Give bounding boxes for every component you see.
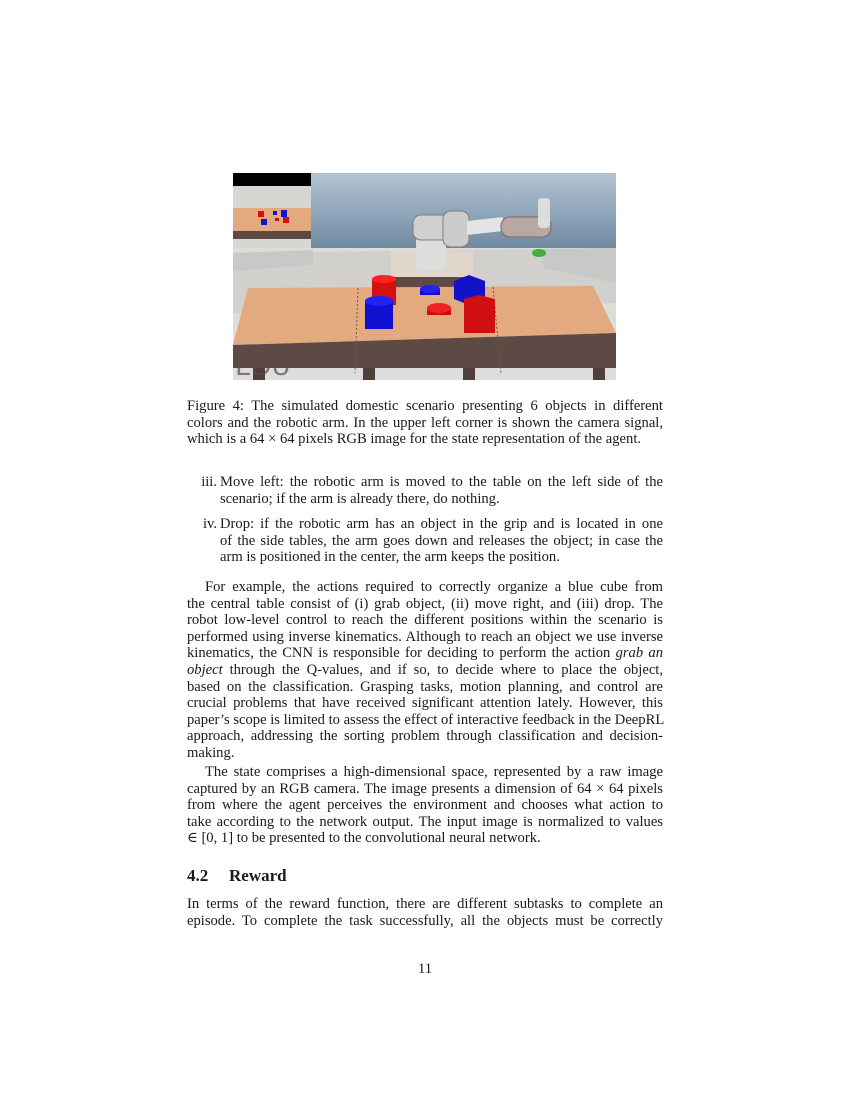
text-line bbox=[220, 516, 663, 533]
text-segment: through the Q-values, and if so, to decide where to place the object, bbox=[222, 661, 663, 678]
text-segment: Figure 4: The simulated domestic scenario presenting 6 objects in different bbox=[187, 398, 663, 414]
text-line bbox=[220, 549, 663, 566]
paragraph-state bbox=[187, 764, 663, 847]
text-segment: performed using inverse kinematics. Although to reach an object we use inverse bbox=[187, 628, 663, 645]
list-item-text bbox=[220, 516, 663, 566]
section-number: 4.2 bbox=[187, 866, 209, 885]
text-line bbox=[187, 913, 663, 930]
page-number: 11 bbox=[417, 961, 433, 977]
text-segment: the central table consist of (i) grab object, (ii) move right, and (iii) drop. The bbox=[187, 595, 663, 612]
paragraph-reward bbox=[187, 896, 663, 929]
section-title: Reward bbox=[229, 866, 287, 885]
text-segment: which is a 64 × 64 pixels RGB image for the state representation of the agent. bbox=[187, 431, 642, 448]
watermark: EDU bbox=[235, 352, 291, 380]
text-segment: arm is positioned in the center, the arm keeps the position. bbox=[220, 549, 560, 566]
text-line bbox=[187, 679, 663, 696]
text-line bbox=[187, 662, 663, 679]
text-segment: The state comprises a high-dimensional space, represented by a raw image bbox=[205, 764, 663, 780]
text-segment: approach, addressing the sorting problem through classification and decision- bbox=[187, 728, 663, 745]
text-line bbox=[220, 491, 663, 508]
text-line bbox=[220, 474, 663, 491]
figure-4-image bbox=[233, 173, 616, 380]
text-line bbox=[220, 533, 663, 550]
text-segment: kinematics, the CNN is responsible for deciding to perform the action bbox=[187, 645, 616, 662]
text-segment: making. bbox=[187, 744, 235, 761]
text-line bbox=[187, 712, 663, 729]
text-segment: robot low-level control to reach the different positions within the scenario is bbox=[187, 612, 663, 629]
paragraph-example bbox=[187, 579, 663, 762]
text-segment: of the side tables, the arm goes down and releases the object; in case the bbox=[220, 532, 663, 549]
text-line bbox=[187, 728, 663, 745]
list-item-iv bbox=[187, 516, 663, 566]
list-label: iv. bbox=[202, 516, 217, 532]
text-line bbox=[187, 745, 663, 762]
text-line bbox=[187, 612, 663, 629]
figure-caption bbox=[187, 398, 663, 448]
text-line bbox=[187, 695, 663, 712]
text-segment: scenario; if the arm is already there, do nothing. bbox=[220, 490, 500, 507]
text-line bbox=[187, 797, 663, 814]
list-label: iii. bbox=[201, 474, 217, 490]
text-line bbox=[187, 415, 663, 432]
text-segment: episode. To complete the task successfully, all the objects must be correctly bbox=[187, 912, 663, 929]
text-segment: For example, the actions required to correctly organize a blue cube from bbox=[205, 579, 663, 595]
section-heading bbox=[187, 866, 287, 886]
text-segment: take according to the network output. The input image is normalized to values bbox=[187, 813, 663, 830]
text-line bbox=[187, 814, 663, 831]
text-line bbox=[187, 764, 663, 781]
text-segment: paper’s scope is limited to assess the effect of interactive feedback in the DeepRL bbox=[187, 711, 665, 728]
simulated-scene bbox=[233, 173, 616, 380]
text-segment: Move left: the robotic arm is moved to the table on the left side of the bbox=[220, 474, 663, 490]
list-item-iii bbox=[187, 474, 663, 508]
emphasis-text: object bbox=[187, 661, 223, 678]
text-line bbox=[187, 398, 663, 415]
text-line bbox=[187, 896, 663, 913]
text-line bbox=[187, 629, 663, 646]
text-segment: Drop: if the robotic arm has an object in the grip and is located in one bbox=[220, 516, 663, 532]
text-segment: based on the classification. Grasping tasks, motion planning, and control are bbox=[187, 678, 663, 695]
text-segment: colors and the robotic arm. In the upper left corner is shown the camera signal, bbox=[187, 414, 663, 431]
text-segment: captured by an RGB camera. The image presents a dimension of 64 × 64 pixels bbox=[187, 780, 663, 797]
emphasis-text: grab an bbox=[615, 645, 663, 662]
text-line bbox=[187, 645, 663, 662]
text-line bbox=[187, 579, 663, 596]
text-line bbox=[187, 830, 663, 847]
list-item-text bbox=[220, 474, 663, 507]
text-segment: ∈ [0, 1] to be presented to the convolutional neural network. bbox=[187, 830, 541, 847]
text-line bbox=[187, 596, 663, 613]
text-segment: crucial problems that have received significant attention lately. However, this bbox=[187, 695, 663, 712]
text-segment: In terms of the reward function, there are different subtasks to complete an bbox=[187, 896, 663, 912]
text-segment: from where the agent perceives the environment and chooses what action to bbox=[187, 797, 663, 814]
text-line bbox=[187, 431, 663, 448]
text-line bbox=[187, 781, 663, 798]
